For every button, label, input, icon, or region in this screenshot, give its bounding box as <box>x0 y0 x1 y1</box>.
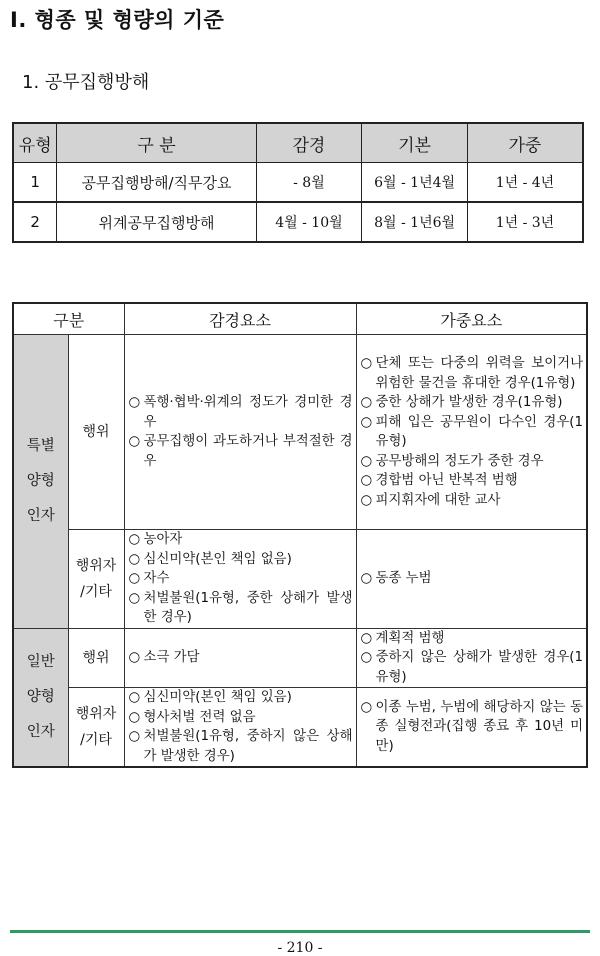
footer-divider <box>10 930 590 933</box>
circle-bullet-icon: ○ <box>360 473 373 488</box>
list-item <box>129 708 353 728</box>
list-item-text: 처벌불원(1유형, 중하지 않은 상해가 발생한 경우) <box>143 729 353 764</box>
mitigating-list <box>124 628 356 688</box>
list-item-text: 동종 누범 <box>375 571 432 586</box>
circle-bullet-icon: ○ <box>360 356 373 371</box>
list-item <box>361 452 584 472</box>
list-item-text: 경합범 아닌 반복적 범행 <box>375 473 518 488</box>
list-item <box>361 629 584 649</box>
circle-bullet-icon: ○ <box>360 414 373 430</box>
mitigating-list <box>124 530 356 629</box>
list-item-text: 자수 <box>143 571 170 586</box>
aggravating-list <box>356 335 587 530</box>
cell-mitigated: - 8월 <box>256 163 362 203</box>
header-category: 구 분 <box>57 123 256 163</box>
aggravating-list <box>356 688 587 768</box>
list-item <box>129 727 353 766</box>
list-item-text: 피지휘자에 대한 교사 <box>375 492 501 508</box>
cell-basic: 6월 - 1년4월 <box>362 163 468 203</box>
list-item-text: 계획적 범행 <box>375 630 445 646</box>
table-row <box>13 335 587 530</box>
list-item <box>129 530 353 550</box>
table-header-row <box>13 303 587 335</box>
table-row <box>13 530 587 629</box>
list-item <box>361 471 584 491</box>
circle-bullet-icon: ○ <box>128 532 141 547</box>
circle-bullet-icon: ○ <box>360 630 373 646</box>
circle-bullet-icon: ○ <box>360 492 373 508</box>
circle-bullet-icon: ○ <box>128 709 141 725</box>
aggravating-list <box>356 530 587 629</box>
list-item-text: 중하지 않은 상해가 발생한 경우(1유형) <box>375 650 584 685</box>
circle-bullet-icon: ○ <box>128 395 141 410</box>
table-row <box>13 688 587 768</box>
circle-bullet-icon: ○ <box>128 729 141 744</box>
actor-label: 행위자 /기타 <box>68 530 124 629</box>
section-heading: 1. 공무집행방해 <box>22 72 150 93</box>
cell-mitigated: 4월 - 10월 <box>256 202 362 242</box>
list-item-text: 중한 상해가 발생한 경우(1유형) <box>375 395 563 410</box>
list-item-text: 심신미약(본인 책임 없음) <box>143 551 292 567</box>
cell-category: 위계공무집행방해 <box>57 202 256 242</box>
list-item <box>361 413 584 452</box>
general-factor-label: 일반 양형 인자 <box>13 628 68 767</box>
list-item-text: 공무방해의 정도가 중한 경우 <box>375 453 544 469</box>
mitigating-list <box>124 335 356 530</box>
list-item-text: 소극 가담 <box>143 650 200 665</box>
sentencing-factors-table <box>12 302 588 768</box>
circle-bullet-icon: ○ <box>360 650 373 665</box>
header-division: 구분 <box>13 303 124 335</box>
list-item <box>361 354 584 393</box>
circle-bullet-icon: ○ <box>128 571 141 586</box>
list-item <box>129 432 353 471</box>
header-mitigated: 감경 <box>256 123 362 163</box>
cell-aggravated: 1년 - 4년 <box>467 163 583 203</box>
list-item <box>361 569 584 589</box>
cell-type: 1 <box>13 163 57 203</box>
list-item-text: 공무집행이 과도하거나 부적절한 경우 <box>143 434 353 469</box>
special-factor-label: 특별 양형 인자 <box>13 335 68 629</box>
table-row <box>13 628 587 688</box>
cell-basic: 8월 - 1년6월 <box>362 202 468 242</box>
list-item <box>129 589 353 628</box>
circle-bullet-icon: ○ <box>128 650 141 665</box>
list-item <box>361 648 584 687</box>
list-item <box>129 393 353 432</box>
circle-bullet-icon: ○ <box>128 690 141 705</box>
list-item-text: 피해 입은 공무원이 다수인 경우(1유형) <box>375 414 584 449</box>
circle-bullet-icon: ○ <box>360 395 373 410</box>
list-item <box>129 688 353 708</box>
list-item-text: 단체 또는 다중의 위력을 보이거나 위험한 물건을 휴대한 경우(1유형) <box>375 356 584 391</box>
list-item-text: 이종 누범, 누범에 해당하지 않는 동종 실형전과(집행 종료 후 10년 미만) <box>375 699 584 754</box>
cell-category: 공무집행방해/직무강요 <box>57 163 256 203</box>
circle-bullet-icon: ○ <box>128 434 141 449</box>
circle-bullet-icon: ○ <box>360 571 373 586</box>
actor-label: 행위자 /기타 <box>68 688 124 768</box>
circle-bullet-icon: ○ <box>360 699 373 715</box>
circle-bullet-icon: ○ <box>128 590 141 606</box>
header-type: 유형 <box>13 123 57 163</box>
act-label: 행위 <box>68 335 124 530</box>
header-aggravating-factors: 가중요소 <box>356 303 587 335</box>
sentencing-range-table <box>12 122 584 243</box>
list-item-text: 농아자 <box>143 532 183 547</box>
list-item-text: 폭행·협박·위계의 정도가 경미한 경우 <box>143 395 353 430</box>
cell-type: 2 <box>13 202 57 242</box>
header-aggravated: 가중 <box>467 123 583 163</box>
list-item-text: 형사처벌 전력 없음 <box>143 709 256 725</box>
table-header-row <box>13 123 583 163</box>
list-item-text: 처벌불원(1유형, 중한 상해가 발생한 경우) <box>143 590 353 625</box>
circle-bullet-icon: ○ <box>360 453 373 469</box>
cell-aggravated: 1년 - 3년 <box>467 202 583 242</box>
mitigating-list <box>124 688 356 768</box>
page-number: - 210 - <box>277 940 323 956</box>
table-row <box>13 202 583 242</box>
header-mitigating-factors: 감경요소 <box>124 303 356 335</box>
table-row <box>13 163 583 203</box>
list-item-text: 심신미약(본인 책임 있음) <box>143 690 292 705</box>
act-label: 행위 <box>68 628 124 688</box>
list-item <box>129 648 353 668</box>
circle-bullet-icon: ○ <box>128 551 141 567</box>
list-item <box>361 393 584 413</box>
list-item <box>361 491 584 511</box>
aggravating-list <box>356 628 587 688</box>
list-item <box>129 550 353 570</box>
list-item <box>129 569 353 589</box>
list-item <box>361 698 584 757</box>
header-basic: 기본 <box>362 123 468 163</box>
page-heading: I. 형종 및 형량의 기준 <box>10 8 225 32</box>
